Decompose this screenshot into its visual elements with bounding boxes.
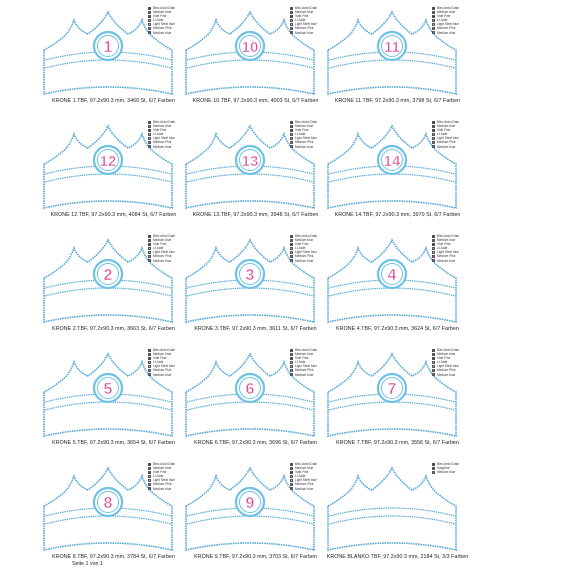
legend-label: Lt Jade bbox=[295, 246, 306, 251]
color-swatch bbox=[148, 23, 151, 26]
color-swatch bbox=[148, 463, 151, 466]
legend-label: Bleu Ardoi Dark bbox=[153, 6, 176, 10]
color-swatch bbox=[432, 7, 435, 10]
legend-label: Medium blue bbox=[295, 238, 314, 243]
design-card bbox=[306, 0, 496, 114]
legend-entry bbox=[432, 145, 492, 149]
color-swatch bbox=[432, 369, 435, 372]
legend-label: Medium blue bbox=[153, 144, 172, 149]
legend-label: Medium Pink bbox=[295, 368, 314, 373]
design-card bbox=[306, 342, 496, 456]
crown-number-label: 1 bbox=[103, 39, 113, 56]
color-swatch bbox=[432, 137, 435, 140]
color-swatch bbox=[290, 479, 293, 482]
color-swatch bbox=[148, 369, 151, 372]
crown-band-line bbox=[329, 60, 455, 68]
legend-label: Medium blue bbox=[295, 466, 314, 471]
legend-entry bbox=[432, 31, 492, 35]
crown-band-line bbox=[329, 402, 455, 410]
color-swatch bbox=[432, 251, 435, 254]
legend-label: Bleu Ardoi Dark bbox=[295, 120, 318, 124]
color-swatch bbox=[290, 373, 293, 376]
thread-color-legend bbox=[432, 348, 492, 377]
crown-band-line bbox=[45, 174, 171, 182]
legend-label: Medium blue bbox=[437, 10, 456, 15]
color-swatch bbox=[432, 353, 435, 356]
crown-number-label: 8 bbox=[103, 495, 113, 512]
legend-label: Bleu Ardoi Dark bbox=[437, 6, 460, 10]
legend-label: Lt Jade bbox=[295, 474, 306, 479]
legend-label: Lt Jade bbox=[153, 360, 164, 365]
color-swatch bbox=[148, 121, 151, 124]
crown-band-line bbox=[187, 60, 313, 68]
legend-label: Bleu Ardoi Dark bbox=[437, 120, 460, 124]
legend-label: Medium blue bbox=[153, 352, 172, 357]
legend-label: Vide Fine bbox=[295, 356, 309, 361]
crown-band-line bbox=[329, 288, 455, 296]
legend-label: Medium blue bbox=[437, 238, 456, 243]
design-caption: KRONE 8.TBF, 97.2x90.3 mm, 3784 St, 6/7 Farben bbox=[52, 554, 175, 560]
color-swatch bbox=[290, 121, 293, 124]
color-swatch bbox=[432, 239, 435, 242]
crown-band-line bbox=[45, 288, 171, 296]
crown-number-label: 14 bbox=[383, 153, 401, 170]
crown-number-label: 5 bbox=[103, 381, 113, 398]
design-caption: KRONE 12.TBF, 97.2x90.3 mm, 4084 St, 6/7 Farben bbox=[50, 212, 177, 218]
crown-number-label: 6 bbox=[245, 381, 255, 398]
legend-label: Medium blue bbox=[153, 124, 172, 129]
design-card bbox=[306, 228, 496, 342]
crown-band-line bbox=[187, 288, 313, 296]
color-swatch bbox=[148, 475, 151, 478]
legend-label: Vide Fine bbox=[295, 470, 309, 475]
legend-label: Medium Pink bbox=[437, 254, 456, 259]
color-swatch bbox=[432, 357, 435, 360]
legend-label: Medium blue bbox=[153, 486, 172, 491]
color-swatch bbox=[290, 19, 293, 22]
thread-color-legend bbox=[432, 234, 492, 263]
legend-label: Bleu Ardoi Dark bbox=[437, 234, 460, 238]
legend-label: Medium Pink bbox=[295, 26, 314, 31]
color-swatch bbox=[290, 125, 293, 128]
color-swatch bbox=[290, 23, 293, 26]
crown-band-line bbox=[45, 516, 171, 524]
crown-band-line bbox=[329, 508, 455, 516]
legend-label: Lt Jade bbox=[437, 132, 448, 137]
page-footer: Seite 1 von 1 bbox=[72, 561, 103, 567]
crown-number-label: 3 bbox=[245, 267, 255, 284]
legend-label: Medium blue bbox=[295, 10, 314, 15]
legend-label: Vide Fine bbox=[153, 128, 167, 133]
legend-label: Medium blue bbox=[437, 258, 456, 263]
crown-number-label: 12 bbox=[99, 153, 117, 170]
color-swatch bbox=[432, 145, 435, 148]
legend-label: Medium blue bbox=[153, 258, 172, 263]
legend-label: Bleu Ardoi Dark bbox=[295, 348, 318, 352]
color-swatch bbox=[432, 121, 435, 124]
color-swatch bbox=[290, 27, 293, 30]
color-swatch bbox=[432, 125, 435, 128]
color-swatch bbox=[148, 487, 151, 490]
color-swatch bbox=[148, 483, 151, 486]
legend-label: Medium Pink bbox=[153, 254, 172, 259]
legend-label: Lt Jade bbox=[295, 18, 306, 23]
color-swatch bbox=[148, 141, 151, 144]
color-swatch bbox=[432, 361, 435, 364]
legend-entry bbox=[432, 373, 492, 377]
legend-label: Vide Fine bbox=[153, 14, 167, 19]
legend-label: Bleu Ardoi Dark bbox=[295, 234, 318, 238]
legend-label: Sapphire bbox=[437, 466, 450, 471]
legend-label: Vide Fine bbox=[153, 470, 167, 475]
legend-label: Light Steel blue bbox=[153, 22, 175, 27]
legend-label: Light Steel blue bbox=[153, 250, 175, 255]
crown-band-line bbox=[187, 516, 313, 524]
color-swatch bbox=[148, 471, 151, 474]
color-swatch bbox=[432, 259, 435, 262]
legend-label: Lt Jade bbox=[153, 18, 164, 23]
color-swatch bbox=[290, 133, 293, 136]
color-swatch bbox=[290, 15, 293, 18]
legend-label: Bleu Ardoi Dark bbox=[437, 348, 460, 352]
legend-label: Lt Jade bbox=[153, 246, 164, 251]
legend-entry bbox=[432, 470, 492, 474]
color-swatch bbox=[432, 129, 435, 132]
design-caption: KRONE 10.TBF, 97.2x90.3 mm, 4003 St, 6/7 Farben bbox=[192, 98, 319, 104]
legend-label: Vide Fine bbox=[295, 128, 309, 133]
color-swatch bbox=[432, 247, 435, 250]
design-caption: KRONE 9.TBF, 97.2x90.3 mm, 3703 St, 6/7 Farben bbox=[194, 554, 317, 560]
legend-label: Light Steel blue bbox=[295, 250, 317, 255]
legend-label: Vide Fine bbox=[437, 242, 451, 247]
legend-label: Medium blue bbox=[437, 124, 456, 129]
color-swatch bbox=[290, 475, 293, 478]
color-swatch bbox=[432, 141, 435, 144]
color-swatch bbox=[148, 467, 151, 470]
legend-label: Lt Jade bbox=[437, 18, 448, 23]
color-swatch bbox=[290, 463, 293, 466]
legend-label: Bleu Ardoi Dark bbox=[153, 120, 176, 124]
design-caption: KRONE 3.TBF, 97.2x90.3 mm, 3611 St, 6/7 Farben bbox=[194, 326, 317, 332]
color-swatch bbox=[432, 23, 435, 26]
legend-label: Bleu Ardoi Dark bbox=[295, 462, 318, 466]
color-swatch bbox=[148, 243, 151, 246]
legend-label: Medium blue bbox=[437, 30, 456, 35]
color-swatch bbox=[148, 479, 151, 482]
legend-entry bbox=[432, 259, 492, 263]
color-swatch bbox=[148, 15, 151, 18]
crown-number-label: 11 bbox=[384, 39, 400, 56]
legend-label: Light Steel blue bbox=[437, 250, 459, 255]
legend-label: Medium blue bbox=[295, 258, 314, 263]
legend-label: Light Steel blue bbox=[437, 136, 459, 141]
legend-label: Medium blue bbox=[437, 470, 456, 475]
color-swatch bbox=[290, 247, 293, 250]
color-swatch bbox=[148, 361, 151, 364]
legend-label: Vide Fine bbox=[437, 356, 451, 361]
color-swatch bbox=[290, 361, 293, 364]
color-swatch bbox=[148, 259, 151, 262]
color-swatch bbox=[290, 255, 293, 258]
color-swatch bbox=[432, 349, 435, 352]
color-swatch bbox=[432, 471, 435, 474]
legend-label: Medium blue bbox=[153, 10, 172, 15]
color-swatch bbox=[432, 373, 435, 376]
color-swatch bbox=[290, 349, 293, 352]
color-swatch bbox=[432, 133, 435, 136]
legend-label: Light Steel blue bbox=[437, 364, 459, 369]
color-swatch bbox=[148, 365, 151, 368]
crown-number-label: 13 bbox=[241, 153, 259, 170]
legend-label: Vide Fine bbox=[295, 14, 309, 19]
color-swatch bbox=[432, 11, 435, 14]
legend-label: Medium blue bbox=[295, 144, 314, 149]
legend-label: Bleu Ardoi Dark bbox=[153, 462, 176, 466]
crown-number-label: 7 bbox=[387, 381, 397, 398]
crown-band-line bbox=[329, 174, 455, 182]
crown-number-label: 9 bbox=[245, 495, 255, 512]
legend-label: Medium Pink bbox=[295, 482, 314, 487]
design-card bbox=[306, 456, 496, 570]
color-swatch bbox=[290, 129, 293, 132]
color-swatch bbox=[432, 467, 435, 470]
design-caption: KRONE BLANKO.TBF, 97.2x90.3 mm, 2184 St, 3/3 Farben bbox=[326, 554, 469, 560]
legend-label: Medium Pink bbox=[153, 26, 172, 31]
crown-band-line bbox=[187, 174, 313, 182]
color-swatch bbox=[148, 251, 151, 254]
color-swatch bbox=[432, 27, 435, 30]
legend-label: Medium blue bbox=[295, 486, 314, 491]
design-caption: KRONE 11.TBF, 97.2x90.3 mm, 3798 St, 6/7 Farben bbox=[334, 98, 461, 104]
legend-label: Bleu Ardoi Dark bbox=[295, 6, 318, 10]
color-swatch bbox=[148, 235, 151, 238]
design-caption: KRONE 1.TBF, 97.2x90.3 mm, 3460 St, 6/7 Farben bbox=[52, 98, 175, 104]
crown-band-line bbox=[187, 402, 313, 410]
thread-color-legend bbox=[432, 462, 492, 474]
legend-label: Medium blue bbox=[153, 238, 172, 243]
color-swatch bbox=[432, 255, 435, 258]
color-swatch bbox=[148, 27, 151, 30]
color-swatch bbox=[290, 365, 293, 368]
color-swatch bbox=[290, 137, 293, 140]
color-swatch bbox=[148, 247, 151, 250]
legend-label: Medium blue bbox=[153, 372, 172, 377]
color-swatch bbox=[290, 235, 293, 238]
legend-label: Light Steel blue bbox=[437, 22, 459, 27]
legend-label: Medium Pink bbox=[153, 482, 172, 487]
color-swatch bbox=[290, 7, 293, 10]
color-swatch bbox=[148, 129, 151, 132]
color-swatch bbox=[148, 11, 151, 14]
thread-color-legend bbox=[432, 120, 492, 149]
legend-label: Medium blue bbox=[153, 466, 172, 471]
legend-label: Bleu Ardoi Dark bbox=[437, 462, 460, 466]
color-swatch bbox=[148, 133, 151, 136]
legend-label: Medium Pink bbox=[153, 140, 172, 145]
legend-label: Medium blue bbox=[295, 124, 314, 129]
legend-label: Medium blue bbox=[295, 352, 314, 357]
color-swatch bbox=[290, 357, 293, 360]
design-caption: KRONE 7.TBF, 97.2x90.3 mm, 3556 St, 6/7 Farben bbox=[336, 440, 459, 446]
color-swatch bbox=[290, 239, 293, 242]
crown-band-line bbox=[45, 60, 171, 68]
design-caption: KRONE 14.TBF, 97.2x90.3 mm, 3970 St, 6/7 Farben bbox=[334, 212, 461, 218]
color-swatch bbox=[432, 235, 435, 238]
color-swatch bbox=[432, 463, 435, 466]
legend-label: Light Steel blue bbox=[295, 478, 317, 483]
legend-label: Medium blue bbox=[437, 144, 456, 149]
color-swatch bbox=[290, 243, 293, 246]
legend-label: Medium blue bbox=[295, 372, 314, 377]
color-swatch bbox=[148, 353, 151, 356]
color-swatch bbox=[148, 239, 151, 242]
crown-number-label: 4 bbox=[387, 267, 397, 284]
color-swatch bbox=[148, 7, 151, 10]
design-caption: KRONE 6.TBF, 97.2x90.3 mm, 3696 St, 6/7 Farben bbox=[194, 440, 317, 446]
color-swatch bbox=[148, 31, 151, 34]
color-swatch bbox=[290, 31, 293, 34]
legend-label: Lt Jade bbox=[437, 360, 448, 365]
legend-label: Medium blue bbox=[295, 30, 314, 35]
crown-band-line bbox=[45, 402, 171, 410]
design-caption: KRONE 2.TBF, 97.2x90.3 mm, 3663 St, 6/7 Farben bbox=[52, 326, 175, 332]
crown-outline bbox=[328, 468, 456, 550]
design-caption: KRONE 13.TBF, 97.2x90.3 mm, 3948 St, 6/7 Farben bbox=[192, 212, 319, 218]
color-swatch bbox=[290, 259, 293, 262]
legend-label: Medium blue bbox=[437, 352, 456, 357]
color-swatch bbox=[290, 353, 293, 356]
legend-label: Bleu Ardoi Dark bbox=[153, 234, 176, 238]
legend-label: Bleu Ardoi Dark bbox=[153, 348, 176, 352]
design-caption: KRONE 4.TBF, 97.2x90.3 mm, 3624 St, 6/7 Farben bbox=[336, 326, 459, 332]
color-swatch bbox=[290, 471, 293, 474]
legend-label: Light Steel blue bbox=[153, 136, 175, 141]
legend-label: Medium Pink bbox=[437, 368, 456, 373]
color-swatch bbox=[432, 365, 435, 368]
color-swatch bbox=[290, 145, 293, 148]
legend-label: Light Steel blue bbox=[153, 478, 175, 483]
legend-label: Medium Pink bbox=[295, 254, 314, 259]
legend-label: Vide Fine bbox=[437, 128, 451, 133]
thread-color-legend bbox=[432, 6, 492, 35]
color-swatch bbox=[290, 483, 293, 486]
legend-label: Medium Pink bbox=[437, 26, 456, 31]
color-swatch bbox=[290, 141, 293, 144]
color-swatch bbox=[432, 15, 435, 18]
legend-label: Medium Pink bbox=[295, 140, 314, 145]
color-swatch bbox=[148, 125, 151, 128]
color-swatch bbox=[290, 11, 293, 14]
crown-band-line bbox=[329, 516, 455, 524]
legend-label: Medium blue bbox=[153, 30, 172, 35]
legend-label: Light Steel blue bbox=[295, 22, 317, 27]
legend-label: Vide Fine bbox=[295, 242, 309, 247]
color-swatch bbox=[148, 373, 151, 376]
legend-label: Lt Jade bbox=[437, 246, 448, 251]
legend-label: Vide Fine bbox=[153, 242, 167, 247]
color-swatch bbox=[148, 255, 151, 258]
color-swatch bbox=[148, 349, 151, 352]
color-swatch bbox=[148, 19, 151, 22]
crown-number-label: 10 bbox=[241, 39, 259, 56]
color-swatch bbox=[290, 487, 293, 490]
color-swatch bbox=[432, 31, 435, 34]
color-swatch bbox=[290, 467, 293, 470]
legend-label: Lt Jade bbox=[153, 132, 164, 137]
legend-label: Medium Pink bbox=[153, 368, 172, 373]
color-swatch bbox=[290, 369, 293, 372]
design-caption: KRONE 5.TBF, 97.2x90.3 mm, 3654 St, 6/7 Farben bbox=[52, 440, 175, 446]
legend-label: Light Steel blue bbox=[153, 364, 175, 369]
design-card bbox=[306, 114, 496, 228]
crown-number-label: 2 bbox=[103, 267, 113, 284]
color-swatch bbox=[290, 251, 293, 254]
legend-label: Medium Pink bbox=[437, 140, 456, 145]
color-swatch bbox=[432, 19, 435, 22]
legend-label: Light Steel blue bbox=[295, 136, 317, 141]
legend-label: Light Steel blue bbox=[295, 364, 317, 369]
color-swatch bbox=[148, 357, 151, 360]
legend-label: Medium blue bbox=[437, 372, 456, 377]
legend-label: Lt Jade bbox=[153, 474, 164, 479]
color-swatch bbox=[148, 137, 151, 140]
color-swatch bbox=[148, 145, 151, 148]
legend-label: Lt Jade bbox=[295, 360, 306, 365]
legend-label: Vide Fine bbox=[153, 356, 167, 361]
color-swatch bbox=[432, 243, 435, 246]
legend-label: Lt Jade bbox=[295, 132, 306, 137]
legend-label: Vide Fine bbox=[437, 14, 451, 19]
